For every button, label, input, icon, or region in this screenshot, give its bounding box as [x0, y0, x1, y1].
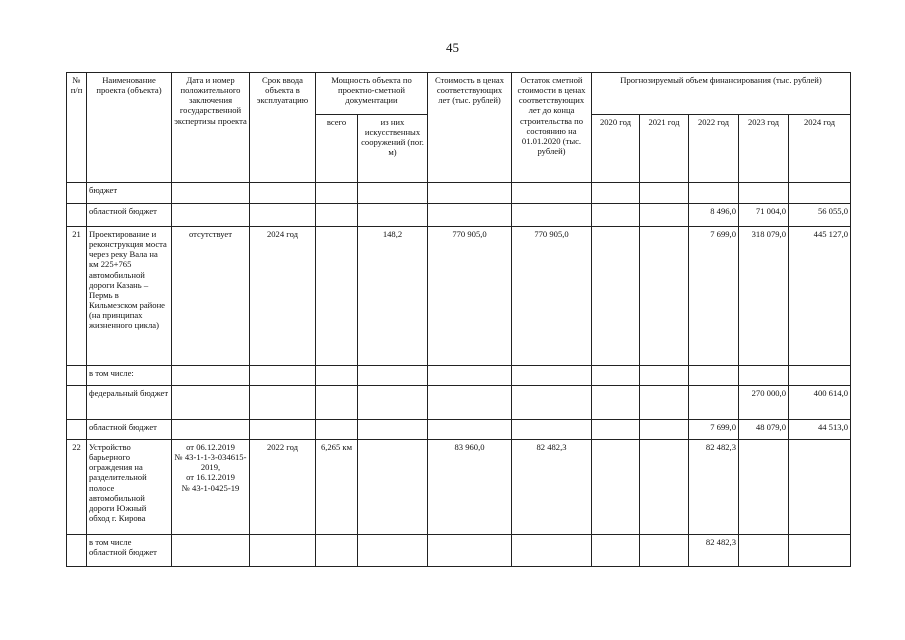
table-row	[67, 440, 851, 535]
header-capacity-total: всего	[316, 115, 358, 183]
financing-table	[66, 72, 851, 567]
value-2024: 400 614,0	[789, 386, 851, 420]
remainder: 770 905,0	[512, 227, 592, 366]
header-capacity-artificial: из них искусственных сооружений (пог. м)	[358, 115, 428, 183]
table-row	[67, 183, 851, 204]
cost: 770 905,0	[428, 227, 512, 366]
header-capacity: Мощность объекта по проектно-сметной документации	[316, 73, 428, 115]
page-number: 45	[446, 40, 459, 55]
header-term: Срок ввода объекта в эксплуатацию	[250, 73, 316, 183]
table-row	[67, 366, 851, 386]
cost: 83 960,0	[428, 440, 512, 535]
header-year-2024: 2024 год	[789, 115, 851, 183]
table-row	[67, 386, 851, 420]
row-name: областной бюджет	[87, 420, 172, 440]
value-2022: 7 699,0	[689, 227, 739, 366]
project-name: Устройство барьерного ограждения на разделительной полосе автомобильной дороги Южный обход г. Кирова	[87, 440, 172, 535]
row-name: в том числе областной бюджет	[87, 535, 172, 567]
value-2024: 56 055,0	[789, 204, 851, 227]
table-row	[67, 535, 851, 567]
commissioning-term: 2024 год	[250, 227, 316, 366]
capacity-total: 6,265 км	[316, 440, 358, 535]
project-name: Проектирование и реконструкция моста через реку Вала на км 225+765 автомобильной дороги Казань – Пермь в Кильмезском районе (на принципах жизненного цикла)	[87, 227, 172, 366]
header-name: Наименование проекта (объекта)	[87, 73, 172, 183]
header-year-2022: 2022 год	[689, 115, 739, 183]
header-forecast: Прогнозируемый объем финансирования (тыс. рублей)	[592, 73, 851, 115]
row-name: в том числе:	[87, 366, 172, 386]
table-row	[67, 420, 851, 440]
value-2022: 82 482,3	[689, 535, 739, 567]
row-name: областной бюджет	[87, 204, 172, 227]
commissioning-term: 2022 год	[250, 440, 316, 535]
table-row	[67, 227, 851, 366]
row-number: 22	[67, 440, 87, 535]
value-2022: 8 496,0	[689, 204, 739, 227]
capacity-artificial: 148,2	[358, 227, 428, 366]
header-expertise-date: Дата и номер положительного заключения государственной экспертизы проекта	[172, 73, 250, 183]
value-2023: 270 000,0	[739, 386, 789, 420]
header-year-2020: 2020 год	[592, 115, 640, 183]
table-row	[67, 204, 851, 227]
expertise-date: от 06.12.2019 № 43-1-1-3-034615-2019, от 16.12.2019 № 43-1-0425-19	[172, 440, 250, 535]
value-2023: 48 079,0	[739, 420, 789, 440]
value-2023: 318 079,0	[739, 227, 789, 366]
remainder: 82 482,3	[512, 440, 592, 535]
header-num: № п/п	[67, 73, 87, 183]
header-year-2021: 2021 год	[640, 115, 689, 183]
expertise-date: отсутствует	[172, 227, 250, 366]
row-number: 21	[67, 227, 87, 366]
header-cost: Стоимость в ценах соответствующих лет (тыс. рублей)	[428, 73, 512, 183]
value-2022: 82 482,3	[689, 440, 739, 535]
value-2024: 44 513,0	[789, 420, 851, 440]
header-row-1	[67, 73, 851, 115]
value-2022: 7 699,0	[689, 420, 739, 440]
row-name: бюджет	[87, 183, 172, 204]
row-name: федеральный бюджет	[87, 386, 172, 420]
header-remainder: Остаток сметной стоимости в ценах соответствующих лет до конца строительства по состоянию на 01.01.2020 (тыс. рублей)	[512, 73, 592, 183]
header-year-2023: 2023 год	[739, 115, 789, 183]
value-2023: 71 004,0	[739, 204, 789, 227]
value-2024: 445 127,0	[789, 227, 851, 366]
